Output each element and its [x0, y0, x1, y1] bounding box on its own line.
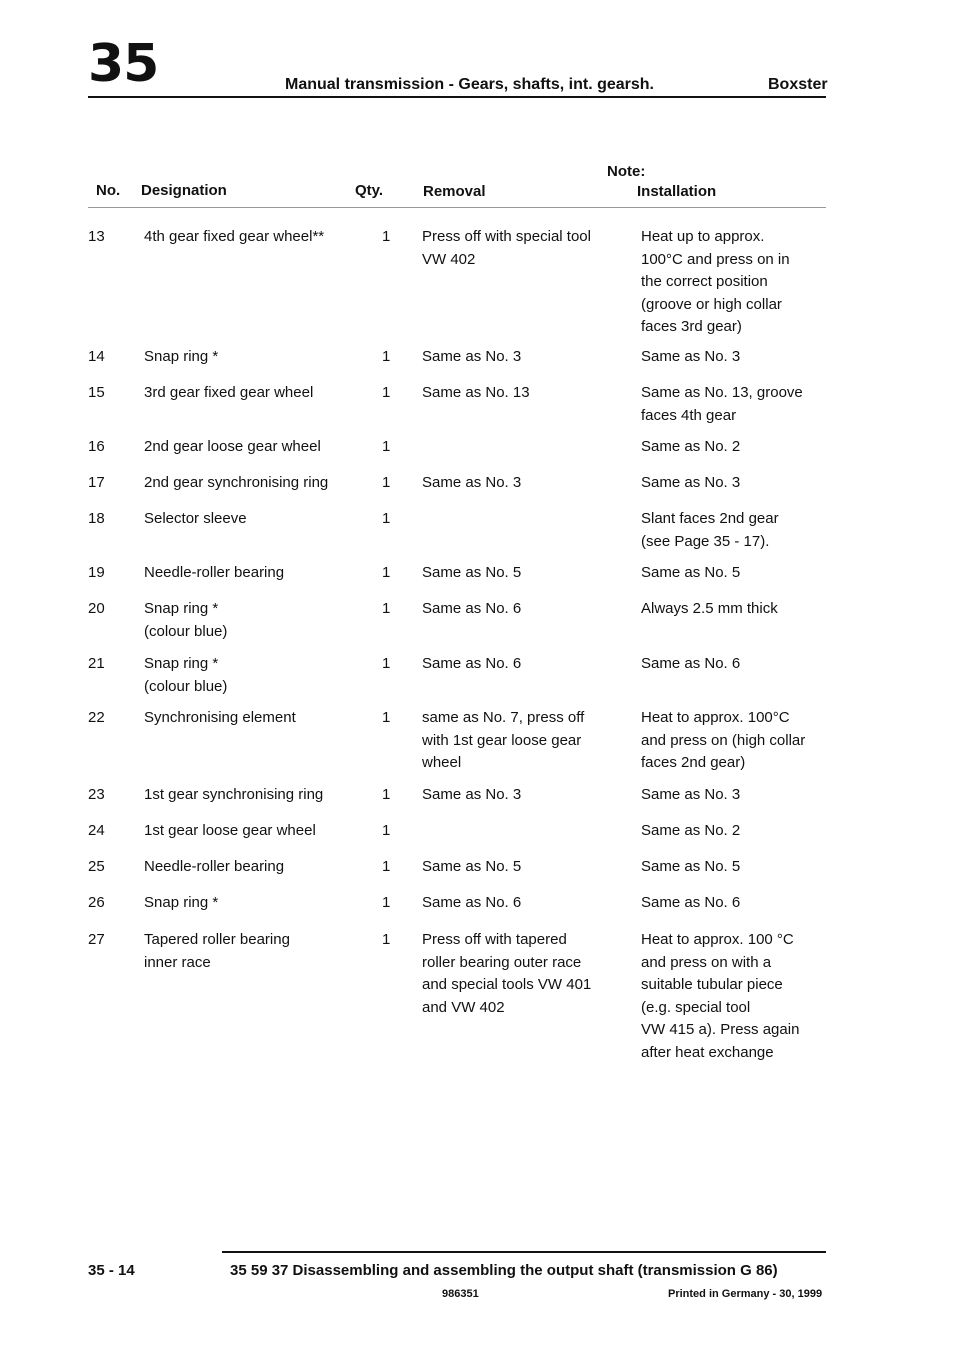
header-rule [88, 96, 826, 98]
cell-designation: 3rd gear fixed gear wheel [144, 384, 314, 401]
column-header-installation: Installation [637, 183, 717, 200]
cell-qty: 1 [382, 438, 391, 455]
cell-designation: Snap ring * [144, 894, 219, 911]
chapter-number: 35 [88, 34, 159, 94]
cell-removal: Same as No. 6 [422, 894, 522, 911]
cell-designation: Snap ring * [144, 348, 219, 365]
cell-no: 26 [88, 894, 105, 911]
column-header-note: Note: [607, 163, 646, 180]
cell-installation: Same as No. 5 [641, 858, 741, 875]
cell-removal: Same as No. 3 [422, 474, 522, 491]
cell-no: 15 [88, 384, 105, 401]
cell-designation: 2nd gear loose gear wheel [144, 438, 321, 455]
cell-installation: Same as No. 13, groove faces 4th gear [641, 384, 803, 424]
cell-qty: 1 [382, 510, 391, 527]
cell-removal: Same as No. 3 [422, 786, 522, 803]
cell-installation: Always 2.5 mm thick [641, 600, 778, 617]
header-title: Manual transmission - Gears, shafts, int. gearsh. [285, 76, 654, 93]
cell-qty: 1 [382, 655, 391, 672]
column-header-designation: Designation [141, 182, 227, 199]
cell-qty: 1 [382, 600, 391, 617]
cell-qty: 1 [382, 709, 391, 726]
cell-designation: Tapered roller bearing inner race [144, 931, 290, 971]
cell-removal: Press off with tapered roller bearing outer race and special tools VW 401 and VW 402 [422, 931, 592, 1016]
cell-installation: Same as No. 3 [641, 474, 741, 491]
cell-qty: 1 [382, 894, 391, 911]
cell-no: 25 [88, 858, 105, 875]
cell-no: 21 [88, 655, 105, 672]
column-header-qty: Qty. [355, 182, 384, 199]
cell-no: 19 [88, 564, 105, 581]
cell-designation: Synchronising element [144, 709, 296, 726]
cell-no: 18 [88, 510, 105, 527]
footer-title: 35 59 37 Disassembling and assembling the output shaft (transmission G 86) [230, 1262, 778, 1279]
cell-qty: 1 [382, 822, 391, 839]
cell-no: 14 [88, 348, 105, 365]
cell-installation: Same as No. 3 [641, 786, 741, 803]
cell-no: 13 [88, 228, 105, 245]
cell-installation: Same as No. 2 [641, 822, 741, 839]
cell-installation: Same as No. 5 [641, 564, 741, 581]
footer-rule [222, 1251, 826, 1253]
cell-installation: Heat to approx. 100°C and press on (high collar faces 2nd gear) [641, 709, 806, 771]
cell-qty: 1 [382, 858, 391, 875]
cell-no: 24 [88, 822, 105, 839]
cell-qty: 1 [382, 931, 391, 948]
cell-designation: 4th gear fixed gear wheel** [144, 228, 325, 245]
cell-removal: Same as No. 6 [422, 600, 522, 617]
cell-no: 20 [88, 600, 105, 617]
cell-no: 22 [88, 709, 105, 726]
column-header-removal: Removal [423, 183, 486, 200]
cell-no: 27 [88, 931, 105, 948]
cell-qty: 1 [382, 474, 391, 491]
cell-installation: Same as No. 3 [641, 348, 741, 365]
cell-removal: Same as No. 5 [422, 858, 522, 875]
cell-qty: 1 [382, 228, 391, 245]
cell-designation: 1st gear loose gear wheel [144, 822, 316, 839]
cell-installation: Heat to approx. 100 °C and press on with a suitable tubular piece (e.g. special tool VW 415 a). Press again after heat exchange [641, 931, 800, 1061]
cell-designation: Needle-roller bearing [144, 564, 285, 581]
cell-no: 17 [88, 474, 105, 491]
cell-removal: Same as No. 3 [422, 348, 522, 365]
cell-installation: Heat up to approx. 100°C and press on in the correct position (groove or high collar faces 3rd gear) [641, 228, 790, 335]
header-model: Boxster [768, 76, 828, 93]
cell-designation: Snap ring * (colour blue) [144, 655, 228, 695]
cell-no: 23 [88, 786, 105, 803]
footer-doc-number: 986351 [442, 1288, 479, 1300]
cell-qty: 1 [382, 348, 391, 365]
cell-installation: Same as No. 2 [641, 438, 741, 455]
cell-removal: Same as No. 6 [422, 655, 522, 672]
cell-designation: 2nd gear synchronising ring [144, 474, 329, 491]
cell-removal: same as No. 7, press off with 1st gear loose gear wheel [422, 709, 585, 771]
cell-qty: 1 [382, 564, 391, 581]
cell-designation: Selector sleeve [144, 510, 247, 527]
cell-installation: Same as No. 6 [641, 894, 741, 911]
cell-designation: Snap ring * (colour blue) [144, 600, 228, 640]
cell-installation: Same as No. 6 [641, 655, 741, 672]
cell-qty: 1 [382, 384, 391, 401]
cell-no: 16 [88, 438, 105, 455]
cell-removal: Press off with special tool VW 402 [422, 228, 591, 268]
cell-removal: Same as No. 13 [422, 384, 530, 401]
page-header [0, 0, 960, 110]
column-header-no: No. [96, 182, 121, 199]
cell-designation: Needle-roller bearing [144, 858, 285, 875]
cell-removal: Same as No. 5 [422, 564, 522, 581]
cell-designation: 1st gear synchronising ring [144, 786, 324, 803]
footer-printed: Printed in Germany - 30, 1999 [668, 1288, 823, 1300]
table-header-rule [88, 207, 826, 208]
cell-installation: Slant faces 2nd gear (see Page 35 - 17). [641, 510, 779, 550]
footer-page-number: 35 - 14 [88, 1262, 135, 1279]
cell-qty: 1 [382, 786, 391, 803]
